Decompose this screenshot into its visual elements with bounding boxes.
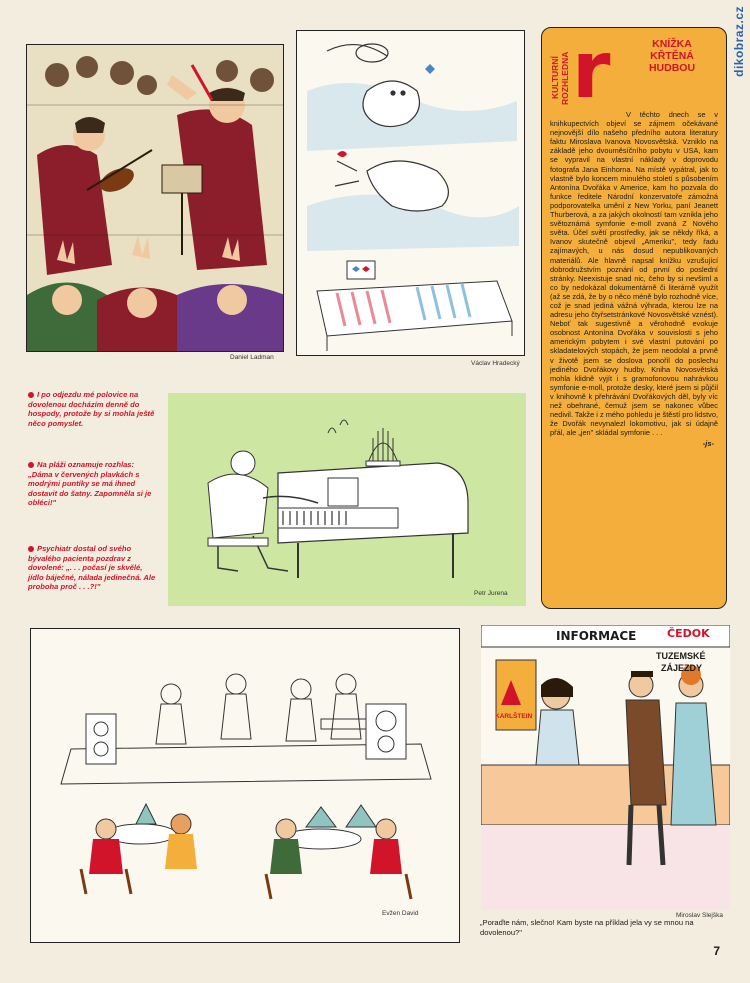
ghost-bed-illustration xyxy=(297,31,525,356)
piano-illustration xyxy=(168,393,526,606)
caption-david: Evžen David xyxy=(382,910,419,917)
rubrika-label: KULTURNÍ ROZHLEDNA xyxy=(550,51,570,105)
article-body: V těchto dnech se v knihkupectvích objeví se zájmem očekávané nejnovější dílo našeho předního autora literatury faktu Miroslava Ivanova Novosvětská. Vzniklo na základě jeho dvouměsíčního pobytu v USA, kam se vypravil na vlastní náklady v doprovodu fotografa Jana Einhorna. Na místě vypátral, jak to vlastně bylo koncem minulého století s působením Antonína Dvořáka v Americe, kam ho pozvala do funkce ředitele Národní konzervatoře zámožná podporovatelka umění z New Yorku, paní Jeanett Thurberová, a za jakých okolností tam vznikla jeho světoznámá symfonie e-moll zvaná Z Nového světa. Účel světí prostředky, jak se někdy říká, a Ivanov skutečně objevil „Ameriku", tedy řadu zajímavých, u nás dosud nepublikovaných materiálů. Ale hlavně napsal knížku vzrušující dobrodružstvím poznání od první do poslední stránky. Neexistuje snad nic, čeho by si nevšiml a co by nedokázal dokumentárně či literárně využít (až se zdá, že by o něco méně bylo rozhodně více, což je snad jediná vážná výhrada, kterou lze na adresu jeho čtyřsetstránkové Novosvětské vznést). Neboť tak sugestivně a věrohodně evokuje osobnost Antonína Dvořáka v souvislosti s jeho americkým pobytem i své vlastní putování po skladatelových stopách, že jsem neodolal a prvně v životě jsem se doslova ponořil do poslechu jediného Dvořákovy hudby. Kniha Novosvětská mohla klidně vyjít i s gramofonovou nahrávkou symfonie e-moll, protože desky, které jsem si půjčil v knihovně k přehrávání Dvořákových děl, byly víc než obehrané, čemuž jsem se nakonec vůbec nedivil. Takže i z mého pohledu je štěstí pro lidstvo, že Dvořák nevynalezl lokomotivu, jak si údajně přál, ale „jen" skládal symfonie . . . xyxy=(550,110,718,438)
joke-text: Na pláži oznamuje rozhlas: „Dáma v červených plavkách s modrými puntíky se má ihned dostavit do šatny. Zapomněla si je obléci!" xyxy=(28,460,152,508)
caption-ladman: Daniel Ladman xyxy=(230,354,274,361)
sign-cedok: ČEDOK xyxy=(667,627,710,640)
article-kulturni-rozhledna xyxy=(541,27,727,609)
site-watermark: dikobraz.cz xyxy=(732,6,746,77)
cartoon-travel-agency xyxy=(481,625,730,910)
orchestra-illustration xyxy=(27,45,284,352)
joke-2 xyxy=(28,460,160,508)
article-signature: -js- xyxy=(702,439,714,449)
cartoon-ghost-bed xyxy=(296,30,525,356)
sign-zajezdy: ZÁJEZDY xyxy=(661,663,703,673)
joke-text: Psychiatr dostal od svého bývalého pacienta pozdrav z dovolené: „. . . počasí je skvělé, jídlo báječné, nálada jedinečná. Ale proboha proč . . .?!" xyxy=(28,544,156,592)
bullet-icon xyxy=(28,392,34,398)
concert-illustration xyxy=(31,629,460,943)
joke-text: I po odjezdu mé polovice na dovolenou docházím denně do hospody, protože by si mohla ještě něco pomyslet. xyxy=(28,390,155,428)
sign-tuzemske: TUZEMSKÉ xyxy=(656,651,706,661)
caption-jurena: Petr Jurena xyxy=(474,590,508,597)
poster-karlstein: KARLŠTEIN xyxy=(495,713,533,720)
caption-hradecky: Václav Hradecký xyxy=(471,360,520,367)
bullet-icon xyxy=(28,462,34,468)
bullet-icon xyxy=(28,546,34,552)
cartoon-concert-audience xyxy=(30,628,460,943)
joke-1 xyxy=(28,390,160,428)
joke-3 xyxy=(28,544,160,592)
page-number: 7 xyxy=(713,944,720,958)
cartoon-piano-birdcage xyxy=(168,393,526,606)
article-header xyxy=(550,27,718,124)
caption-slejska: Miroslav Slejška xyxy=(676,912,723,919)
slejska-quote: „Poraďte nám, slečno! Kam byste na příklad jela vy se mnou na dovolenou?" xyxy=(480,918,694,937)
sign-informace: INFORMACE xyxy=(556,629,637,643)
rubrika-letter: r xyxy=(572,27,611,116)
article-title: KNÍŽKA KŘTĚNÁ HUDBOU xyxy=(648,38,696,74)
cartoon-orchestra xyxy=(26,44,284,352)
